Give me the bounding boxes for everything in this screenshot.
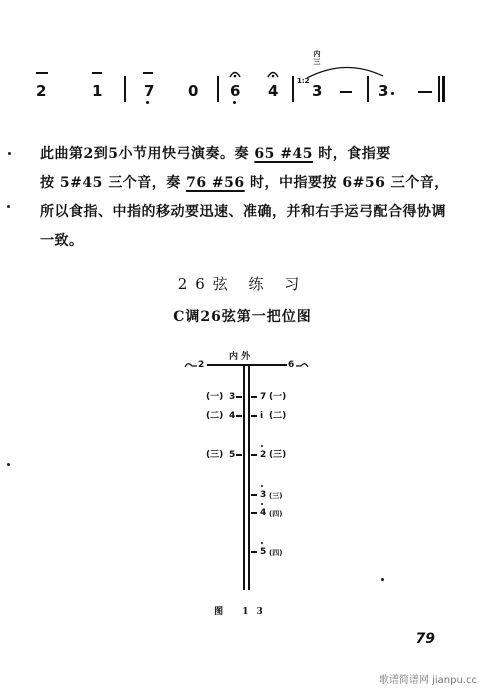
position-tick (251, 512, 257, 514)
outer-string (248, 365, 250, 590)
finger-label: (三) (206, 450, 224, 460)
paragraph-line (40, 140, 391, 169)
bar-line (438, 76, 440, 102)
page-number: 79 (415, 631, 435, 647)
string-end-left-icon (184, 360, 198, 370)
position-tick (236, 396, 242, 398)
slur-icon (305, 62, 385, 82)
position-tick (251, 494, 257, 496)
high-octave-dot (261, 445, 263, 447)
nut-line (207, 364, 287, 366)
score-note: 0 (188, 82, 199, 100)
underline-dash (143, 72, 153, 74)
hold-dash (340, 91, 352, 93)
position-note: 4 (260, 508, 267, 518)
position-tick (251, 396, 257, 398)
scan-speck (7, 463, 10, 466)
finger-label: (三) (269, 492, 283, 500)
bar-line (292, 76, 294, 102)
position-note: 3 (229, 392, 236, 402)
score-note: 2 (36, 82, 47, 100)
high-octave-dot (261, 503, 263, 505)
figure-caption: 图 13 (214, 607, 271, 617)
inner-string (243, 365, 245, 590)
open-string-inner: 2 (198, 360, 205, 370)
position-note: 2 (260, 450, 267, 460)
score-note: 1 (92, 82, 103, 100)
underlined-notes: 76 #56 (186, 175, 245, 191)
scan-speck (7, 205, 10, 208)
scan-speck (381, 578, 384, 581)
position-note: 5 (260, 547, 267, 557)
grace-note: 1:2 (297, 77, 310, 85)
finger-label: (三) (269, 450, 287, 460)
finger-label: (二) (269, 411, 287, 421)
text-span: 此曲第2到5小节用快弓演奏。奏 (40, 146, 255, 162)
position-note: i (260, 411, 264, 421)
finger-label: (一) (206, 392, 224, 402)
hold-dash (418, 91, 432, 93)
score-note: 6 (230, 82, 241, 100)
position-note: 7 (260, 392, 267, 402)
bar-line (367, 76, 369, 102)
finger-label: (四) (269, 549, 283, 557)
text-span: 时，食指要 (312, 146, 391, 162)
fermata-icon (266, 68, 280, 80)
diagram-title: C调26弦第一把位图 (173, 309, 312, 325)
text-span: 按 5#45 三个音，奏 (40, 175, 187, 191)
high-octave-dot (261, 542, 263, 544)
score-note: 3 (378, 82, 389, 100)
position-tick (251, 551, 257, 553)
extension-dot (391, 92, 394, 95)
high-octave-dot (261, 485, 263, 487)
position-note: 4 (229, 411, 236, 421)
position-tick (251, 454, 257, 456)
paragraph-line (40, 169, 449, 198)
bar-line (124, 76, 126, 102)
text-span: 时，中指要按 6#56 三个音， (244, 175, 449, 191)
fermata-icon (228, 68, 242, 80)
low-octave-dot (146, 101, 149, 104)
paragraph-line: 一致。 (40, 233, 84, 249)
bar-line (217, 76, 219, 102)
open-string-outer: 6 (288, 360, 295, 370)
position-tick (236, 415, 242, 417)
finger-label: (四) (269, 510, 283, 518)
slur-label: 内三 (313, 50, 321, 66)
finger-label: (二) (206, 411, 224, 421)
position-note: 3 (260, 490, 267, 500)
position-note: 5 (229, 450, 236, 460)
scan-speck (8, 152, 11, 155)
underlined-notes: 65 #45 (254, 146, 313, 162)
low-octave-dot (233, 101, 236, 104)
final-bar-line (442, 76, 445, 102)
score-note: 4 (268, 82, 279, 100)
section-heading: 26弦 练 习 (177, 275, 308, 293)
position-tick (251, 415, 257, 417)
underline-dash (36, 72, 48, 74)
score-note: 3 (312, 82, 323, 100)
string-end-right-icon (295, 360, 309, 370)
underline-dash (92, 72, 102, 74)
finger-label: (一) (269, 392, 287, 402)
inner-outer-label: 内 外 (229, 352, 251, 362)
score-note: 7 (144, 82, 155, 100)
paragraph-line: 所以食指、中指的移动要迅速、准确，并和右手运弓配合得协调 (40, 204, 446, 220)
position-tick (236, 454, 242, 456)
watermark: 歌谱简谱网 jianpu.cc (378, 675, 477, 686)
